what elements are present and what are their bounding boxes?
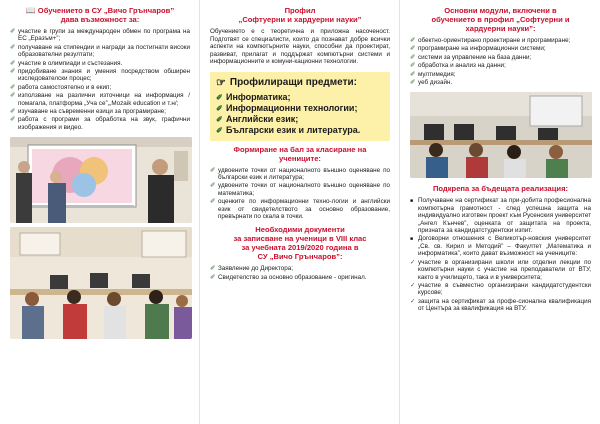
pencil-icon: ✐ [210,273,216,281]
computer-class-image [10,227,192,339]
modules-list [410,37,591,86]
list-item: ✐ обработка и анализ на данни; [410,62,506,70]
pencil-icon: ✐ [10,68,16,76]
list-item: ✐ програмиране на информационни системи; [410,45,546,53]
list-item: ✐ удвоените точки от националното външно оценяване по математика; [210,182,390,197]
column-opportunities [0,0,200,424]
list-item: ✐ обектно-ориентирано проектиране и програмиране; [410,37,571,44]
pencil-icon: ✐ [10,43,16,51]
list-item: ✐ удвоените точки от националното външно оценяване по български език и литература; [210,166,390,181]
checkmark-icon: ✓ [410,297,416,305]
list-item: ✐ Информатика; [216,91,291,102]
list-item: ✐ мултимедия; [410,70,456,78]
pencil-icon: ✐ [216,114,223,124]
book-icon: 📖 [25,6,36,15]
documents-list [210,265,390,281]
interactive-board-image [10,137,192,223]
list-item: ✐ системи за управление на база данни; [410,53,532,61]
pencil-icon: ✐ [410,45,416,53]
list-item: ✐ получаване на стипендии и награди за постигнати високи образователни резултати; [10,43,190,59]
pencil-icon: ✐ [410,53,416,61]
list-item: ✐ използване на различни източници на информация /помагала, платформа „Уча се”,„Mozaik education и т.н/; [10,92,190,107]
list-item: ✐ Български език и литература. [216,124,361,135]
photo-computer-class [10,227,192,339]
list-item: ✐ изучаване на съвременни езици за програмиране; [10,108,167,116]
pencil-icon: ✐ [216,125,223,135]
list-item: ✐ работа самостоятелно и в екип; [10,83,112,91]
column-profile [200,0,400,424]
pencil-icon: ✐ [410,79,416,87]
pencil-icon: ✐ [216,103,223,113]
checkmark-icon: ✓ [410,281,416,289]
ball-formation-list [210,167,390,221]
pencil-icon: ✐ [10,83,16,91]
pencil-icon: ✐ [216,92,223,102]
profile-title: Профил „Софтуерни и хардуерни науки” [238,6,362,24]
list-item: ✓ участие в съвместно организирани кандидатстудентски курсове; [410,281,591,297]
list-item: ✐ Информационни технологии; [216,102,358,113]
checkmark-icon: ✓ [410,258,416,266]
list-item: ✓ защита на сертификат за профе-сионална квалификация от Центъра за квалификация на ВТУ. [410,297,591,313]
pencil-icon: ✐ [210,198,216,206]
column-modules [400,0,600,424]
list-item: ✐ придобиване знания и умения посредством обширен изследователски процес; [10,68,190,83]
list-item: ✐ оценките по информационни техно-логии и английски език от свидетелството за основно образование, превърнати по скала в точки. [210,198,390,220]
square-bullet-icon: ■ [410,198,414,205]
profile-subjects-box [210,72,390,141]
profile-subjects-heading: ☞ Профилиращи предмети: [216,76,357,89]
photo-interactive-board [10,137,192,223]
pencil-icon: ✐ [210,182,216,190]
list-item: ✐ участие в олимпиади и състезания. [10,59,123,67]
photo-computer-lab [410,92,592,178]
pointing-hand-icon: ☞ [216,76,226,89]
documents-title: Необходими документи за записване на ученици в VIII клас за учебната 2019/2020 година в СУ „Вичо Грънчаров”: [233,225,367,262]
pencil-icon: ✐ [410,62,416,70]
opportunities-title: 📖 Обучението в СУ „Вичо Грънчаров” дава възможност за: [25,6,175,24]
list-item: ✐ Свидетелство за основно образование - оригинал. [210,273,367,281]
list-item: ■ Договорни отношения с Великотър-новския университет „Св. св. Кирил и Методий” – Факултет „Математика и информатика”, които дават възможност на учениците: [410,235,591,258]
pencil-icon: ✐ [410,70,416,78]
pencil-icon: ✐ [10,59,16,67]
profile-intro: Обучението е с теоретична и приложна насоченост. Подготвят се специалисти, които да познават добре всички аспекти на компютърните науки, способни да проектират, развиват, прилагат и поддържат компютърни системи и информационните и комуни-кационни технологии. [210,28,390,65]
list-item: ■ Получаване на сертификат за при-добита професионална компютърна грамотност - след успешна защита на индивидуално изготвен проект към Русенския университет „Ангел Кънчев”, оценката от защитата на проекта, призната за кандидатстудентски изпит. [410,197,591,235]
modules-title: Основни модули, включени в обучението в профил „Софтуерни и хардуерни науки”: [431,6,570,33]
pencil-icon: ✐ [10,92,16,100]
opportunities-list [10,28,190,131]
pencil-icon: ✐ [210,166,216,174]
pencil-icon: ✐ [210,265,216,273]
pencil-icon: ✐ [10,28,16,35]
pencil-icon: ✐ [410,37,416,44]
profile-subjects-list [216,92,384,136]
list-item: ✓ участие в организирани школи или отделни лекции по компютърни науки с участие на преподаватели от ВТУ, както в училището, така и в университета; [410,258,591,281]
support-list [410,197,591,312]
list-item: ✐ Заявление до Директора; [210,265,293,273]
square-bullet-icon: ■ [410,236,414,243]
support-title: Подкрепа за бъдещата реализация: [432,184,569,194]
list-item: ✐ работа с програми за обработка на звук, графични изображения и видео. [10,116,190,131]
ball-formation-title: Формиране на бал за класиране на учениците: [233,144,367,163]
computer-lab-image [410,92,592,178]
list-item: ✐ уеб дизайн. [410,79,453,87]
list-item: ✐ Английски език; [216,113,299,124]
pencil-icon: ✐ [10,108,16,116]
pencil-icon: ✐ [10,116,16,124]
list-item: ✐ участие в групи за международен обмен по програма на ЕС „Еразъм+”; [10,28,190,43]
